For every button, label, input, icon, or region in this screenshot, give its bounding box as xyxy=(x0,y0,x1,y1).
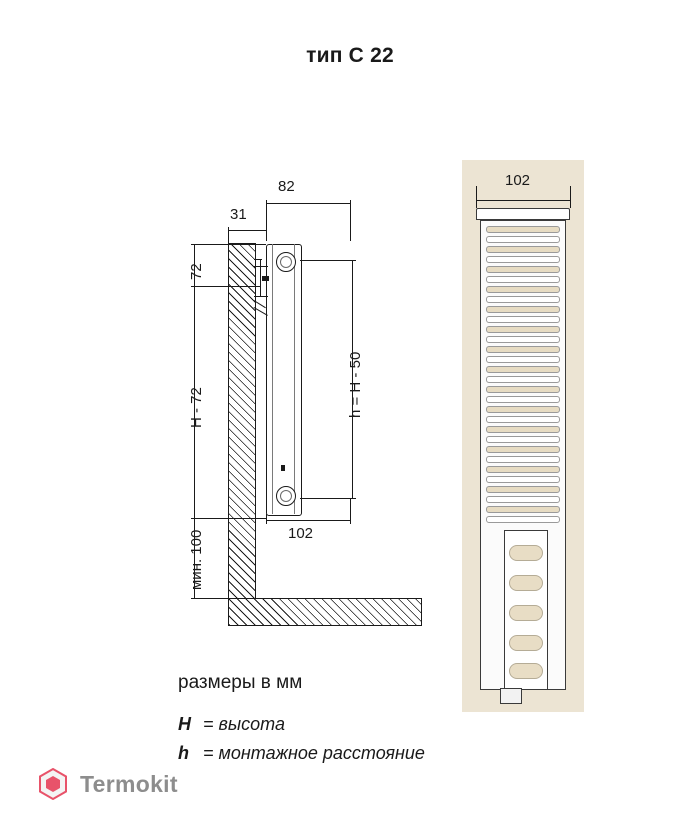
dimlabel-min100: мин. 100 xyxy=(188,529,205,590)
dimlabel-31: 31 xyxy=(230,206,247,223)
extline-72-top xyxy=(194,244,266,245)
extline-82-right xyxy=(350,203,351,241)
floor-horizontal xyxy=(228,598,422,626)
bracket-hook xyxy=(254,259,262,260)
bracket-block xyxy=(262,276,269,281)
connection-port-bottom-inner xyxy=(280,490,292,502)
dimlabel-102-bottom: 102 xyxy=(288,525,314,542)
radiator-front-plate xyxy=(504,530,548,690)
extline-h72-bottom xyxy=(194,518,266,519)
legend xyxy=(178,672,578,772)
radiator-side-seam-1 xyxy=(272,244,273,514)
brand-name: Termokit xyxy=(80,770,178,797)
extline-h50-bottom xyxy=(300,498,352,499)
dimlabel-72: 72 xyxy=(188,263,205,280)
dimlabel-h50: h = H - 50 xyxy=(347,351,364,418)
legend-row-h-upper xyxy=(178,714,578,735)
legend-symbol-H: H xyxy=(178,714,191,734)
extline-31-left xyxy=(228,230,229,244)
bracket-arm-top xyxy=(254,266,268,267)
wall-vertical xyxy=(228,243,256,600)
connection-port-top-inner xyxy=(280,256,292,268)
dimline-31 xyxy=(228,230,266,231)
dimline-102-bottom xyxy=(266,520,350,521)
legend-units: размеры в мм xyxy=(178,672,303,693)
extline-102t-right xyxy=(570,186,571,208)
extline-72-bottom xyxy=(194,286,260,287)
radiator-top-grille xyxy=(476,208,570,220)
convector-fin-stack xyxy=(480,226,566,526)
extline-102b-left xyxy=(266,514,267,522)
legend-symbol-h: h xyxy=(178,743,189,763)
legend-text-h: = монтажное расстояние xyxy=(203,743,425,763)
page-title xyxy=(0,44,700,68)
extline-102t-left xyxy=(476,186,477,208)
bracket-arm-bottom xyxy=(254,296,268,297)
dimlabel-82: 82 xyxy=(278,178,295,195)
dimlabel-102-top: 102 xyxy=(505,172,531,189)
extline-82-left xyxy=(266,203,267,241)
title-prefix: тип xyxy=(306,44,343,67)
dimline-102-top xyxy=(476,200,570,201)
dimline-82 xyxy=(266,203,350,204)
dimtick-31-right xyxy=(266,227,267,234)
extline-min100-bottom xyxy=(194,598,228,599)
dimlabel-h72: H - 72 xyxy=(188,387,205,428)
extline-102b-right xyxy=(350,498,351,522)
left-section-drawing xyxy=(150,160,450,650)
valve-marker xyxy=(281,465,285,471)
radiator-side-seam-2 xyxy=(294,244,295,514)
legend-row-h-lower xyxy=(178,743,578,764)
footer-brand xyxy=(38,768,178,800)
hexagon-logo-icon xyxy=(38,768,68,800)
extline-h50-top xyxy=(300,260,352,261)
legend-text-H: = высота xyxy=(203,714,285,734)
title-type: C 22 xyxy=(348,44,394,67)
bracket-stem xyxy=(260,260,261,296)
radiator-photo-view xyxy=(462,160,584,712)
